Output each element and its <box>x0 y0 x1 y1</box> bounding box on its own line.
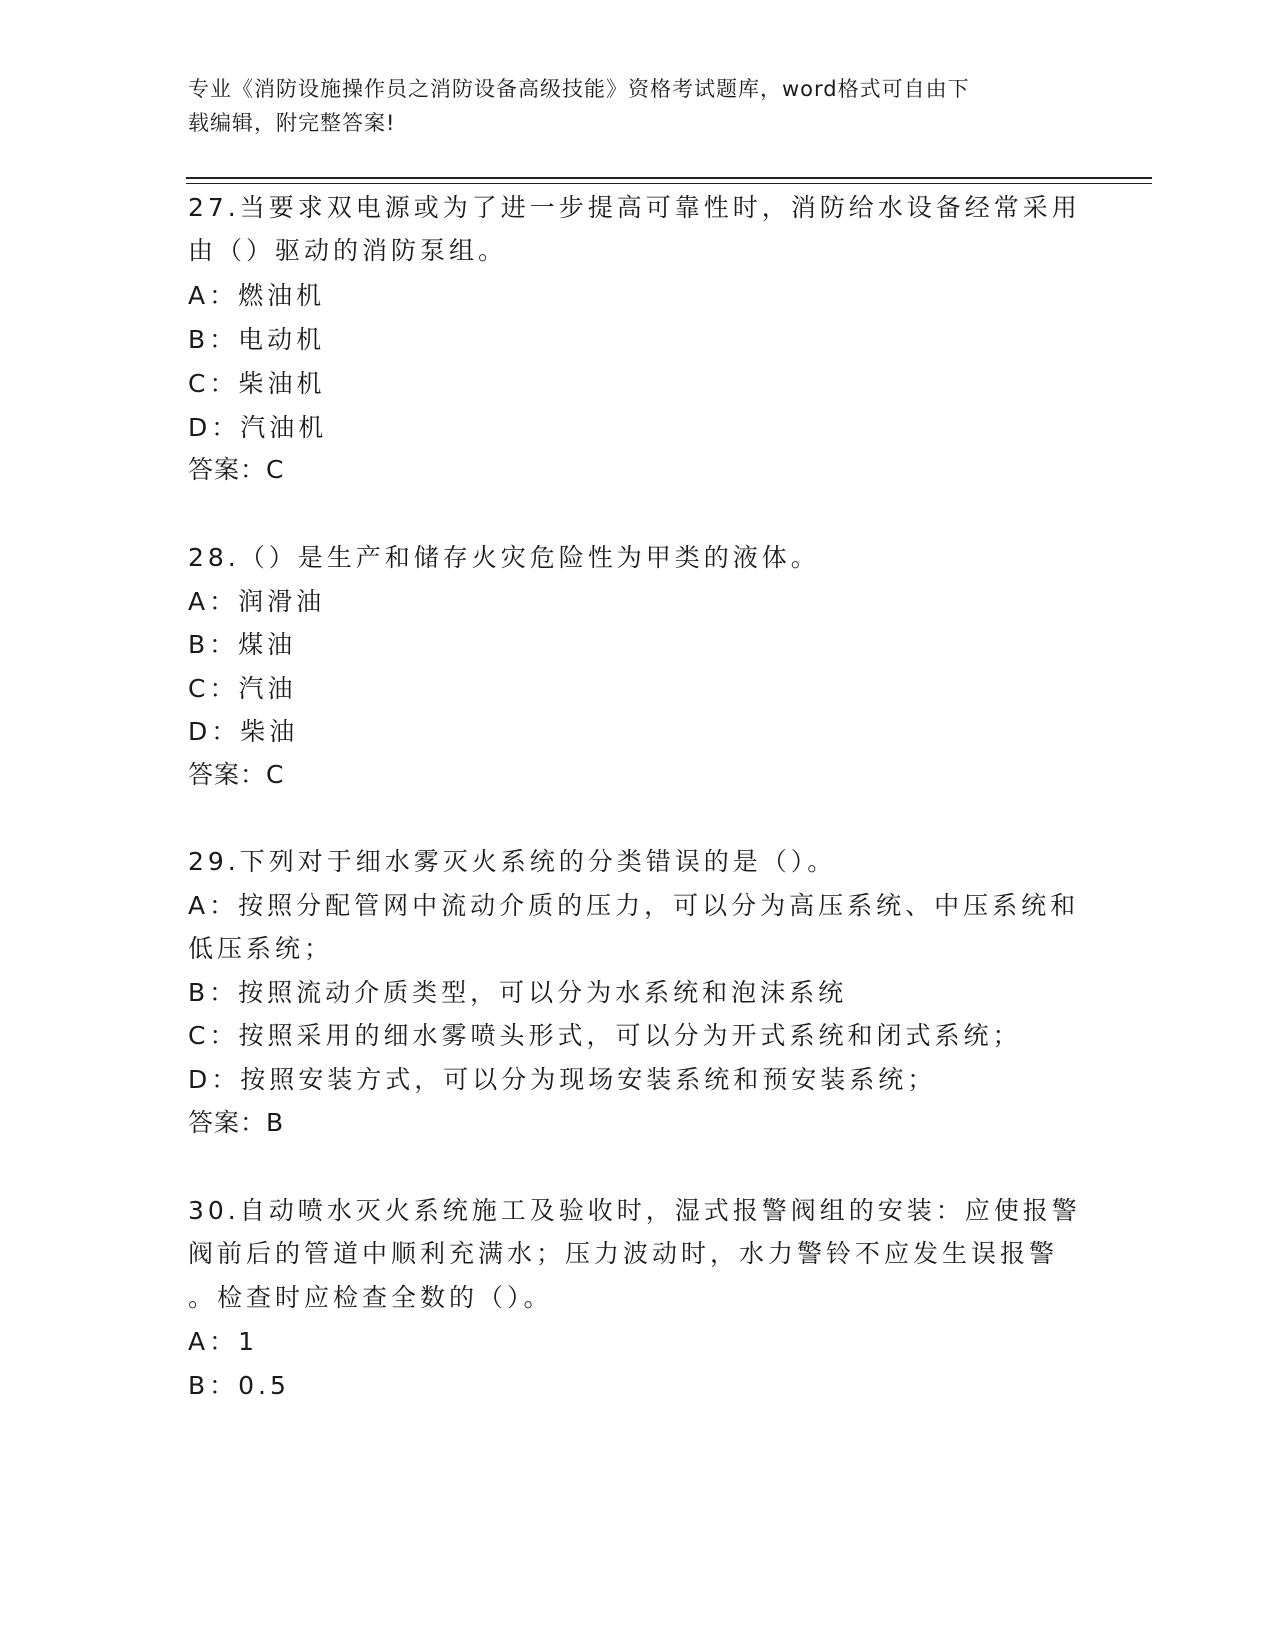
question-29-stem-line-1: 29.下列对于细水雾灭火系统的分类错误的是（）。 <box>188 847 837 876</box>
question-27-option-d: D：汽油机 <box>188 413 328 442</box>
question-29-option-a-line-1: A：按照分配管网中流动介质的压力，可以分为高压系统、中压系统和 <box>188 891 1080 920</box>
question-29-answer: 答案：B <box>188 1108 285 1137</box>
question-30-option-a: A：1 <box>188 1327 259 1356</box>
question-27-stem-line-1: 27.当要求双电源或为了进一步提高可靠性时，消防给水设备经常采用 <box>188 193 1081 222</box>
question-29-option-a-line-2: 低压系统； <box>188 934 334 963</box>
question-28-option-b: B：煤油 <box>188 630 297 659</box>
question-28-option-c: C：汽油 <box>188 674 297 703</box>
document-header <box>188 72 1068 140</box>
question-27-option-c: C：柴油机 <box>188 369 326 398</box>
header-line-2: 载编辑，附完整答案! <box>188 111 396 135</box>
header-line-1: 专业《消防设施操作员之消防设备高级技能》资格考试题库，word格式可自由下 <box>188 77 970 101</box>
question-29-option-c: C：按照采用的细水雾喷头形式，可以分为开式系统和闭式系统； <box>188 1021 1022 1050</box>
question-28-answer: 答案：C <box>188 760 285 789</box>
question-29-option-b: B：按照流动介质类型，可以分为水系统和泡沫系统 <box>188 978 848 1007</box>
question-30-option-b: B：0.5 <box>188 1371 290 1400</box>
question-28-option-a: A：润滑油 <box>188 587 326 616</box>
question-28-stem-line-1: 28.（）是生产和储存火灾危险性为甲类的液体。 <box>188 543 820 572</box>
header-divider-thin <box>186 183 1152 184</box>
question-28-option-d: D：柴油 <box>188 717 299 746</box>
question-29-option-d: D：按照安装方式，可以分为现场安装系统和预安装系统； <box>188 1065 937 1094</box>
question-27-option-a: A：燃油机 <box>188 281 326 310</box>
question-27-answer: 答案：C <box>188 455 285 484</box>
question-30-stem-line-3: 。检查时应检查全数的（）。 <box>188 1283 553 1312</box>
header-divider-thick <box>186 177 1152 179</box>
question-27-stem-line-2: 由（）驱动的消防泵组。 <box>188 236 508 265</box>
question-30-stem-line-2: 阀前后的管道中顺利充满水；压力波动时，水力警铃不应发生误报警 <box>188 1239 1059 1268</box>
question-30-stem-line-1: 30.自动喷水灭火系统施工及验收时，湿式报警阀组的安装：应使报警 <box>188 1196 1081 1225</box>
question-27-option-b: B：电动机 <box>188 325 326 354</box>
